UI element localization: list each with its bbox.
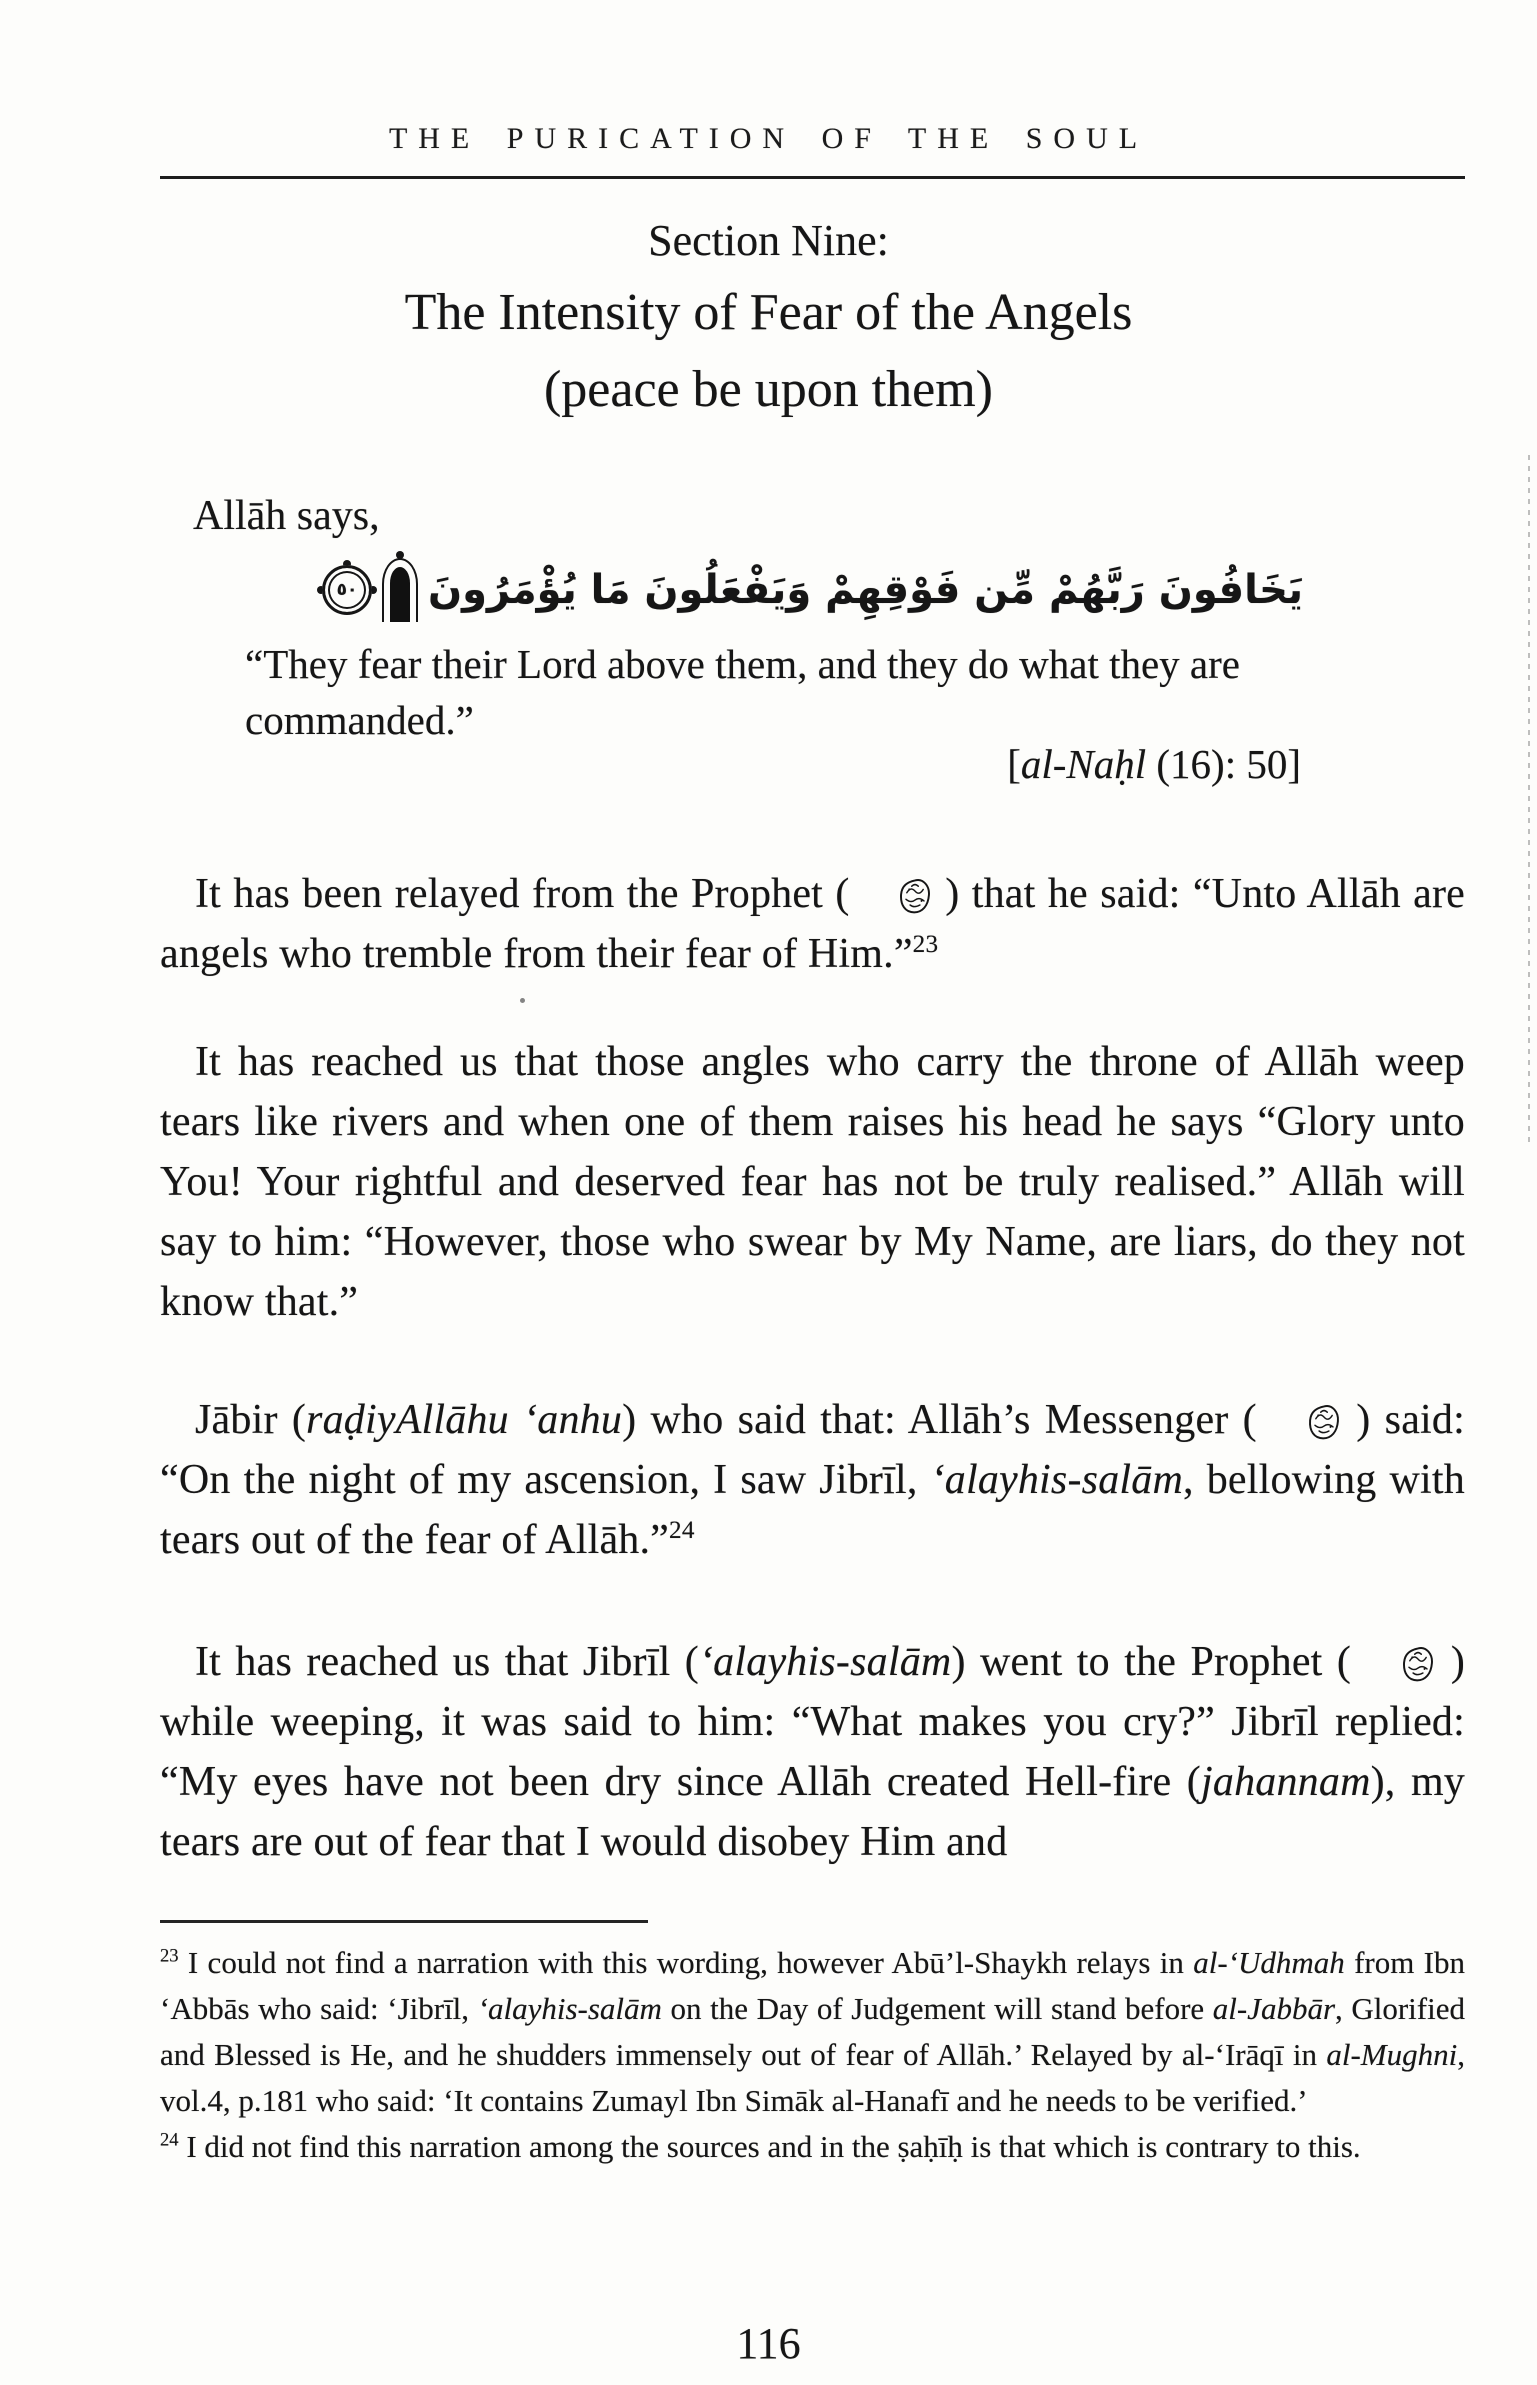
footnote-24 [160, 2124, 1465, 2170]
transliterated-term: al-Jabbār [1212, 1991, 1336, 2026]
transliterated-term: ‘alayhis-salām [477, 1991, 662, 2026]
text-run: It has been relayed from the Prophet ( [195, 871, 850, 917]
section-title: The Intensity of Fear of the Angels [404, 284, 1133, 341]
text-run: It has reached us that Jibrīl ( [195, 1639, 699, 1685]
ayah-number: ٥٠ [336, 580, 358, 600]
header-rule [160, 176, 1465, 179]
section-subtitle: (peace be upon them) [543, 361, 993, 418]
text-run: ) said: “On the night of my ascension, I saw Jibrīl, [160, 1397, 1465, 1503]
text-run: (16): 50] [1146, 741, 1301, 787]
transliterated-term: al-Naḥl [1020, 741, 1147, 787]
text-run: ) while weeping, it was said to him: “What makes you cry?” Jibrīl replied: “My eyes have not been dry since Allāh created Hell-fire ( [160, 1639, 1465, 1805]
text-run: ) that he said: “Unto Allāh are angels who tremble from their fear of Him.” [160, 871, 1465, 977]
text-run: from Ibn ‘Abbās who said: ‘Jibrīl, [160, 1945, 1465, 2026]
pbuh-honorific-icon [1365, 1644, 1436, 1684]
verse-lead-in: Allāh says, [193, 493, 380, 539]
text-run: , Glorified and Blessed is He, and he shudders immensely out of fear of Allāh.’ Relayed by al-‘Irāqī in [160, 1991, 1465, 2072]
transliterated-term: ‘alayhis-salām [699, 1639, 952, 1685]
text-run: ) went to the Prophet ( [951, 1639, 1352, 1685]
text-run: ) who said that: Allāh’s Messenger ( [622, 1397, 1257, 1443]
footnote-marker: 24 [669, 1517, 695, 1544]
body-paragraph-2 [160, 1032, 1465, 1332]
body-paragraph-1 [160, 864, 1465, 984]
ayah-end-marker-icon [322, 565, 372, 615]
footnote-marker: 23 [160, 1945, 179, 1967]
transliterated-term: raḍiyAllāhu ‘anhu [306, 1397, 623, 1443]
body-paragraph-3 [160, 1390, 1465, 1570]
transliterated-term: al-Mughni [1326, 2037, 1458, 2072]
text-run: [ [1007, 741, 1021, 787]
pbuh-honorific-icon [862, 876, 933, 916]
body-paragraph-4 [160, 1632, 1465, 1872]
text-run: I did not find this narration among the sources and in the ṣaḥīḥ is that which is contrary to this. [178, 2129, 1361, 2164]
scan-artifact-dot [520, 998, 525, 1003]
text-run: on the Day of Judgement will stand before [661, 1991, 1213, 2026]
text-run: , vol.4, p.181 who said: ‘It contains Zumayl Ibn Simāk al-Hanafī and he needs to be verified.’ [160, 2037, 1465, 2118]
section-kicker: Section Nine: [648, 216, 889, 265]
footnote-marker: 24 [160, 2129, 179, 2151]
quran-verse-arabic-text: يَخَافُونَ رَبَّهُمْ مِّن فَوْقِهِمْ وَيَفْعَلُونَ مَا يُؤْمَرُونَ [428, 567, 1303, 613]
text-run: Jābir ( [195, 1397, 307, 1443]
page-number: 116 [736, 2319, 801, 2368]
footnote-23 [160, 1940, 1465, 2124]
text-run: ), my tears are out of fear that I would disobey Him and [160, 1759, 1466, 1865]
text-run: I could not find a narration with this wording, however Abū’l-Shaykh relays in [178, 1945, 1194, 1980]
transliterated-term: ‘alayhis-salām [930, 1457, 1184, 1503]
verse-translation: “They fear their Lord above them, and they do what they are commanded.” [245, 641, 1240, 743]
pbuh-honorific-icon [1271, 1402, 1342, 1442]
transliterated-term: jahannam [1201, 1759, 1371, 1805]
mihrab-ornament-icon [382, 558, 418, 622]
footnote-divider-rule [160, 1920, 648, 1923]
scan-artifact-line [1528, 455, 1530, 1145]
transliterated-term: al-‘Udhmah [1193, 1945, 1345, 1980]
quran-verse-block [160, 535, 1465, 645]
text-run: It has reached us that those angles who carry the throne of Allāh weep tears like rivers and when one of them raises his head he says “Glory unto You! Your rightful and deserved fear has not be truly realised.” Allāh will say to him: “However, those who swear by My Name, are liars, do they not know that.” [160, 1039, 1465, 1325]
footnote-marker: 23 [912, 931, 939, 958]
text-run: , bellowing with tears out of the fear of Allāh.” [160, 1457, 1465, 1563]
verse-citation [245, 740, 1301, 788]
running-header: THE PURICATION OF THE SOUL [388, 122, 1149, 155]
footnotes-section [160, 1940, 1465, 2170]
